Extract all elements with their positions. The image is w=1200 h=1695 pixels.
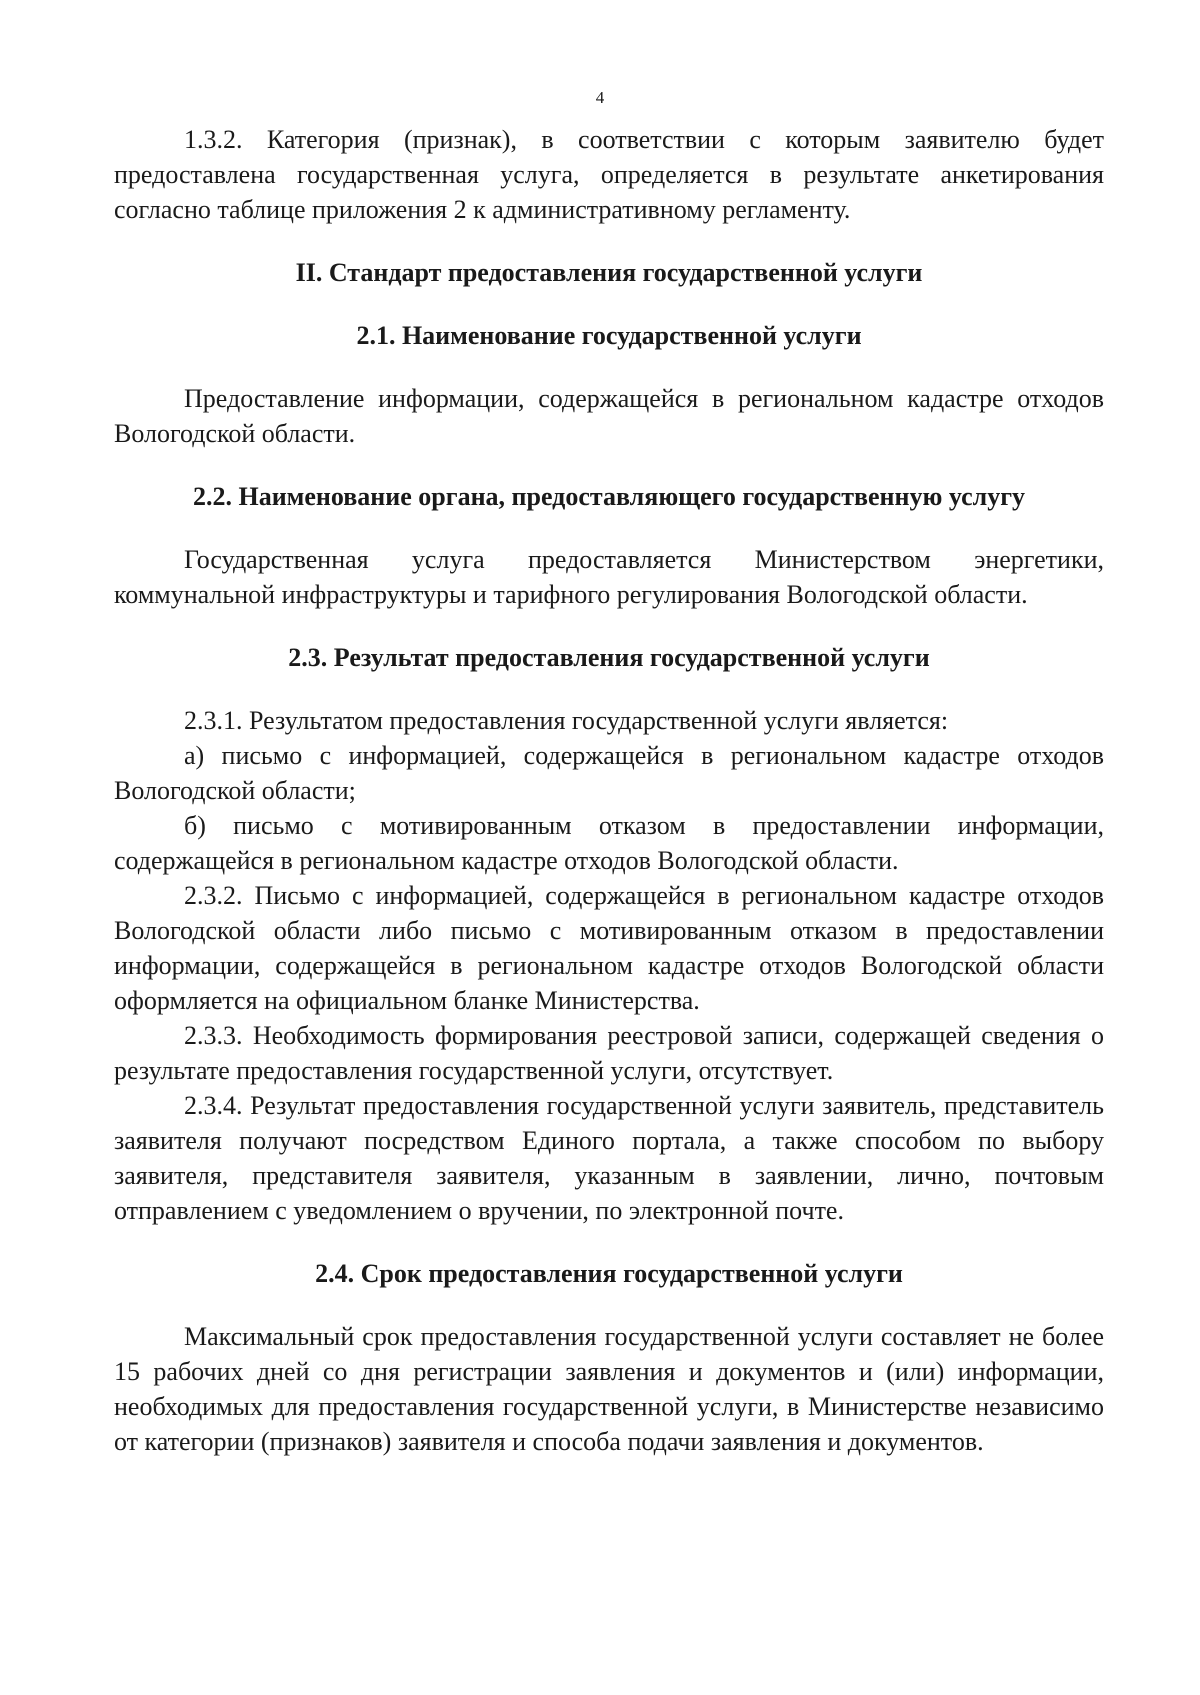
heading-2-4: 2.4. Срок предоставления государственной услуги (315, 1259, 903, 1288)
paragraph-2-3-1-a: а) письмо с информацией, содержащейся в региональном кадастре отходов Вологодской области; (114, 741, 1104, 805)
heading-2-1: 2.1. Наименование государственной услуги (356, 321, 862, 350)
heading-2-3: 2.3. Результат предоставления государственной услуги (288, 643, 930, 672)
paragraph-2-3-4: 2.3.4. Результат предоставления государственной услуги заявитель, представитель заявителя получают посредством Единого портала, а также способом по выбору заявителя, представителя заявителя, указанным в заявлении, лично, почтовым отправлением с уведомлением о вручении, по электронной почте. (114, 1091, 1104, 1225)
document-body (114, 122, 1104, 1459)
paragraph-2-3-2: 2.3.2. Письмо с информацией, содержащейся в региональном кадастре отходов Вологодской области либо письмо с мотивированным отказом в предоставлении информации, содержащейся в региональном кадастре отходов Вологодской области оформляется на официальном бланке Министерства. (114, 881, 1104, 1015)
heading-2-2: 2.2. Наименование органа, предоставляющего государственную услугу (192, 482, 1026, 511)
page-number: 4 (595, 88, 605, 107)
paragraph-2-4: Максимальный срок предоставления государственной услуги составляет не более 15 рабочих дней со дня регистрации заявления и документов и (или) информации, необходимых для предоставления государственной услуги, в Министерстве независимо от категории (признаков) заявителя и способа подачи заявления и документов. (114, 1322, 1104, 1456)
paragraph-2-2: Государственная услуга предоставляется Министерством энергетики, коммунальной инфраструктуры и тарифного регулирования Вологодской области. (114, 545, 1104, 609)
paragraph-2-3-1: 2.3.1. Результатом предоставления государственной услуги является: (184, 706, 949, 735)
paragraph-2-3-3: 2.3.3. Необходимость формирования реестровой записи, содержащей сведения о результате предоставления государственной услуги, отсутствует. (114, 1021, 1104, 1085)
paragraph-2-3-1-b: б) письмо с мотивированным отказом в предоставлении информации, содержащейся в региональном кадастре отходов Вологодской области. (114, 811, 1104, 875)
section-heading-2: II. Стандарт предоставления государственной услуги (295, 258, 923, 287)
paragraph-1-3-2: 1.3.2. Категория (признак), в соответствии с которым заявителю будет предоставлена государственная услуга, определяется в результате анкетирования согласно таблице приложения 2 к административному регламенту. (114, 125, 1104, 224)
paragraph-2-1: Предоставление информации, содержащейся в региональном кадастре отходов Вологодской области. (114, 384, 1104, 448)
